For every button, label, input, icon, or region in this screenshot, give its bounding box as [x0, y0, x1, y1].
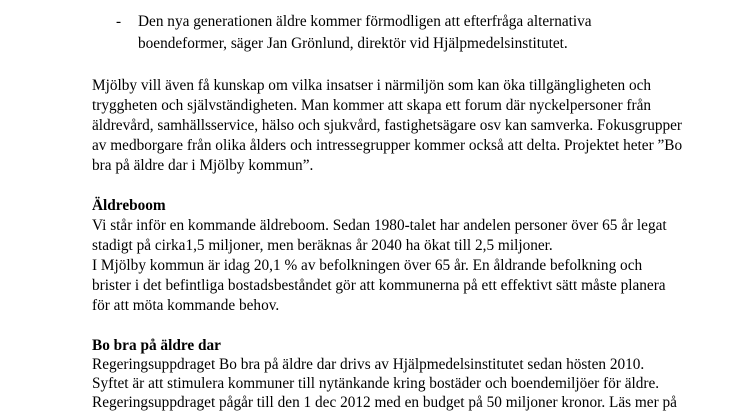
paragraph-line: bra på äldre dar i Mjölby kommun”.: [92, 157, 314, 174]
paragraph-line: äldrevård, samhällsservice, hälso och sjukvård, fastighetsägare osv kan samverka. Fokusgrupper: [92, 117, 683, 134]
section-line: brister i det befintliga bostadsbeståndet gör att kommunerna på ett effektivt sätt måste planera: [92, 277, 666, 294]
section-line: Regeringsuppdraget Bo bra på äldre dar drivs av Hjälpmedelsinstitutet sedan hösten 2010.: [92, 356, 645, 373]
bullet-line-2: boendeformer, säger Jan Grönlund, direktör vid Hjälpmedelsinstitutet.: [138, 35, 568, 52]
section-line: stadigt på cirka1,5 miljoner, men beräknas år 2040 ha ökat till 2,5 miljoner.: [92, 237, 553, 254]
section-heading: Bo bra på äldre dar: [92, 337, 221, 354]
section-line: Syftet är att stimulera kommuner till nytänkande kring bostäder och boendemiljöer för äldre.: [92, 375, 660, 392]
section-line: Regeringsuppdraget pågår till den 1 dec 2012 med en budget på 50 miljoner kronor. Läs mer på: [92, 394, 677, 411]
bullet-line-1: Den nya generationen äldre kommer förmodligen att efterfråga alternativa: [138, 13, 592, 30]
bullet-marker: -: [116, 13, 122, 30]
paragraph-line: tryggheten och självständigheten. Man kommer att skapa ett forum där nyckelpersoner från: [92, 97, 652, 114]
section-line: I Mjölby kommun är idag 20,1 % av befolkningen över 65 år. En åldrande befolkning och: [92, 257, 643, 274]
section-line: för att möta kommande behov.: [92, 297, 280, 314]
section-heading: Äldreboom: [92, 197, 166, 214]
paragraph-line: Mjölby vill även få kunskap om vilka insatser i närmiljön som kan öka tillgängligheten och: [92, 77, 652, 94]
section-line: Vi står inför en kommande äldreboom. Sedan 1980-talet har andelen personer över 65 år legat: [92, 217, 667, 234]
paragraph-line: av medborgare från olika ålders och intressegrupper kommer också att delta. Projektet heter ”Bo: [92, 137, 683, 154]
